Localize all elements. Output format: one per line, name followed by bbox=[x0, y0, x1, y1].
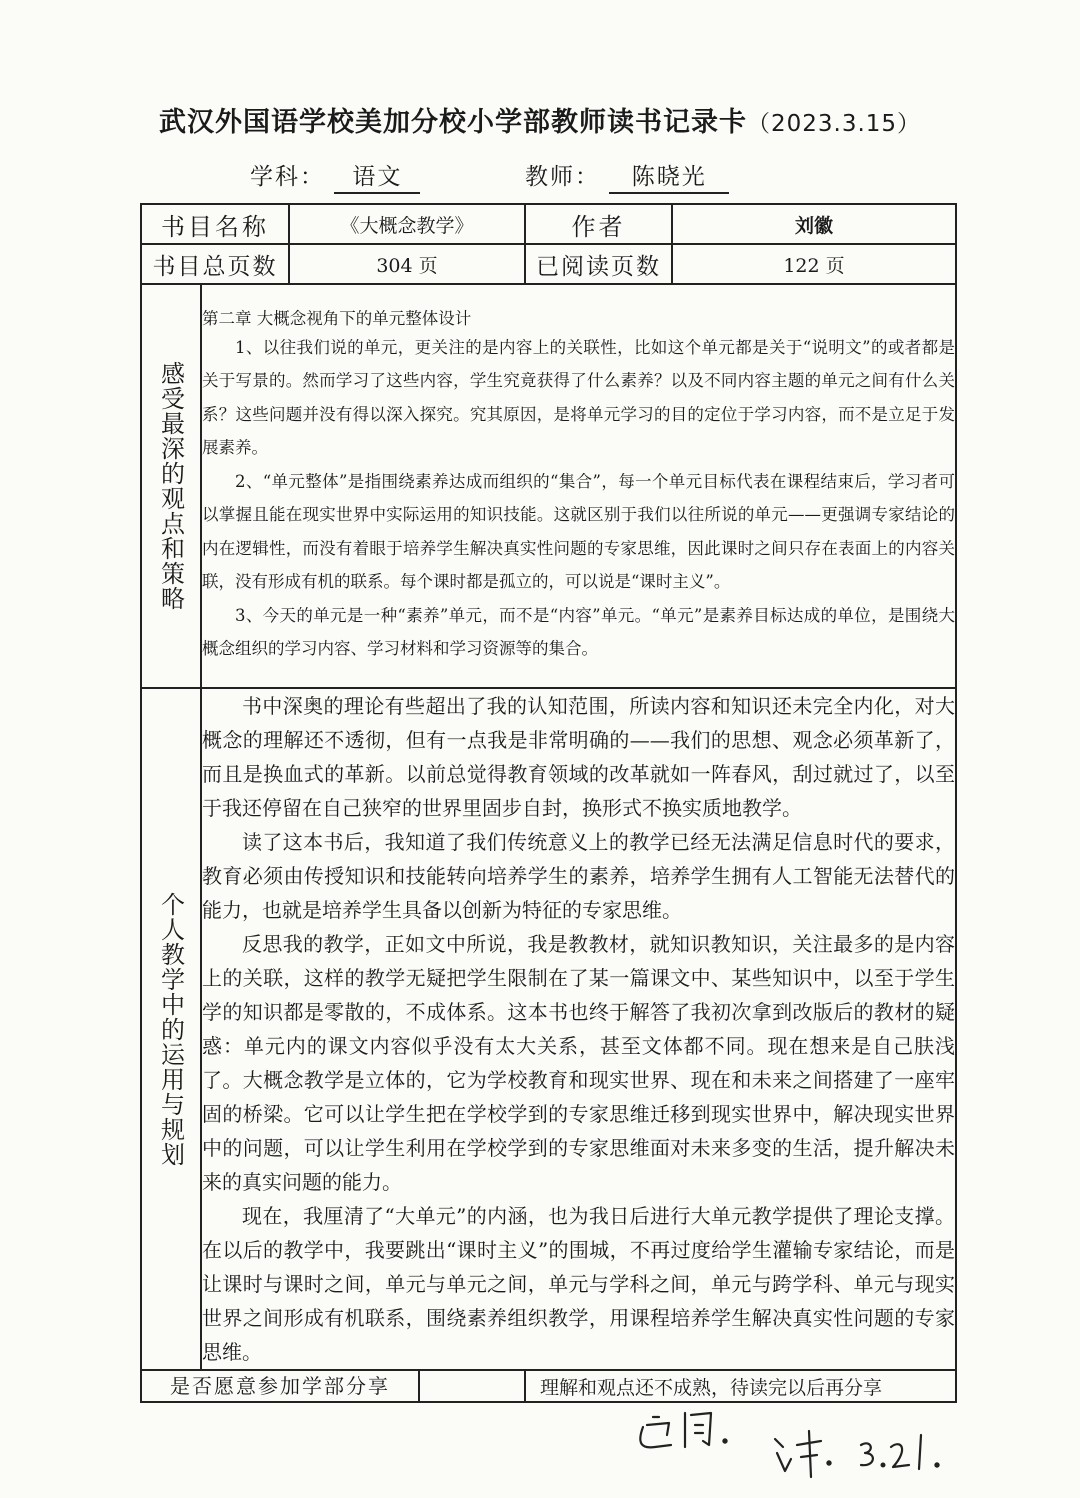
meta-line bbox=[250, 158, 729, 194]
insight-paragraph-3: 3、今天的单元是一种“素养”单元，而不是“内容”单元。“单元”是素养目标达成的单位，是围绕大概念组织的学习内容、学习材料和学习资源等的集合。 bbox=[202, 605, 955, 658]
reading-record-table bbox=[140, 203, 957, 1403]
book-name-value: 《大概念教学》 bbox=[289, 204, 525, 244]
subject-value: 语文 bbox=[334, 158, 420, 194]
author-value: 刘徽 bbox=[672, 204, 956, 244]
read-pages-value: 122 页 bbox=[672, 244, 956, 284]
share-answer: 理解和观点还不成熟，待读完以后再分享 bbox=[525, 1370, 956, 1402]
application-paragraph-3: 反思我的教学，正如文中所说，我是教教材，就知识教知识，关注最多的是内容上的关联，这样的教学无疑把学生限制在了某一篇课文中、某些知识中，以至于学生学的知识都是零散的，不成体系。这本书也终于解答了我初次拿到改版后的教材的疑惑：单元内的课文内容似乎没有太大关系，甚至文体都不同。现在想来是自己肤浅了。大概念教学是立体的，它为学校教育和现实世界、现在和未来之间搭建了一座牢固的桥梁。它可以让学生把在学校学到的专家思维迁移到现实世界中，解决现实世界中的问题，可以让学生利用在学校学到的专家思维面对未来多变的生活，提升解决未来的真实问题的能力。 bbox=[202, 932, 955, 1194]
application-paragraph-4: 现在，我厘清了“大单元”的内涵，也为我日后进行大单元教学提供了理论支撑。在以后的教学中，我要跳出“课时主义”的围城，不再过度给学生灌输专家结论，而是让课时与课时之间，单元与单元之间，单元与学科之间，单元与跨学科、单元与现实世界之间形成有机联系，围绕素养组织教学，用课程培养学生解决真实性问题的专家思维。 bbox=[202, 1204, 955, 1364]
title-date: （2023.3.15） bbox=[746, 111, 922, 137]
application-paragraph-2: 读了这本书后，我知道了我们传统意义上的教学已经无法满足信息时代的要求，教育必须由传授知识和技能转向培养学生的素养，培养学生拥有人工智能无法替代的能力，也就是培养学生具备以创新为特征的专家思维。 bbox=[202, 830, 955, 922]
subject-label: 学科： bbox=[250, 164, 325, 190]
title-text: 武汉外国语学校美加分校小学部教师读书记录卡 bbox=[158, 107, 747, 138]
read-pages-label: 已阅读页数 bbox=[525, 244, 672, 284]
total-pages-value: 304 页 bbox=[289, 244, 525, 284]
application-label-cell bbox=[141, 688, 201, 1370]
share-row-left bbox=[141, 1370, 525, 1402]
handwritten-signature bbox=[625, 1395, 945, 1485]
book-name-label: 书目名称 bbox=[141, 204, 289, 244]
insight-content bbox=[201, 284, 956, 688]
document-title bbox=[0, 100, 1080, 139]
insight-label: 感受最深的观点和策略 bbox=[156, 361, 185, 611]
application-content bbox=[201, 688, 956, 1370]
insight-label-cell bbox=[141, 284, 201, 688]
teacher-value: 陈晓光 bbox=[609, 158, 729, 194]
teacher-label: 教师： bbox=[524, 164, 600, 190]
insight-paragraph-1: 1、以往我们说的单元，更关注的是内容上的关联性，比如这个单元都是关于“说明文”的或者都是关于写景的。然而学习了这些内容，学生究竟获得了什么素养？以及不同内容主题的单元之间有什么关系？这些问题并没有得以深入探究。究其原因，是将单元学习的目的定位于学习内容，而不是立足于发展素养。 bbox=[202, 337, 955, 457]
author-label: 作者 bbox=[525, 204, 672, 244]
insight-paragraph-2: 2、“单元整体”是指围绕素养达成而组织的“集合”，每一个单元目标代表在课程结束后，学习者可以掌握且能在现实世界中实际运用的知识技能。这就区别于我们以往所说的单元——更强调专家结论的内在逻辑性，而没有着眼于培养学生解决真实性问题的专家思维，因此课时之间只存在表面上的内容关联，没有形成有机的联系。每个课时都是孤立的，可以说是“课时主义”。 bbox=[202, 471, 955, 591]
application-paragraph-1: 书中深奥的理论有些超出了我的认知范围，所读内容和知识还未完全内化，对大概念的理解还不透彻，但有一点我是非常明确的——我们的思想、观念必须革新了，而且是换血式的革新。以前总觉得教育领域的改革就如一阵春风，刮过就过了，以至于我还停留在自己狭窄的世界里固步自封，换形式不换实质地教学。 bbox=[202, 694, 955, 820]
application-label: 个人教学中的运用与规划 bbox=[156, 891, 185, 1167]
share-label: 是否愿意参加学部分享 bbox=[142, 1371, 420, 1401]
total-pages-label: 书目总页数 bbox=[141, 244, 289, 284]
insight-chapter: 第二章 大概念视角下的单元整体设计 bbox=[202, 308, 472, 328]
